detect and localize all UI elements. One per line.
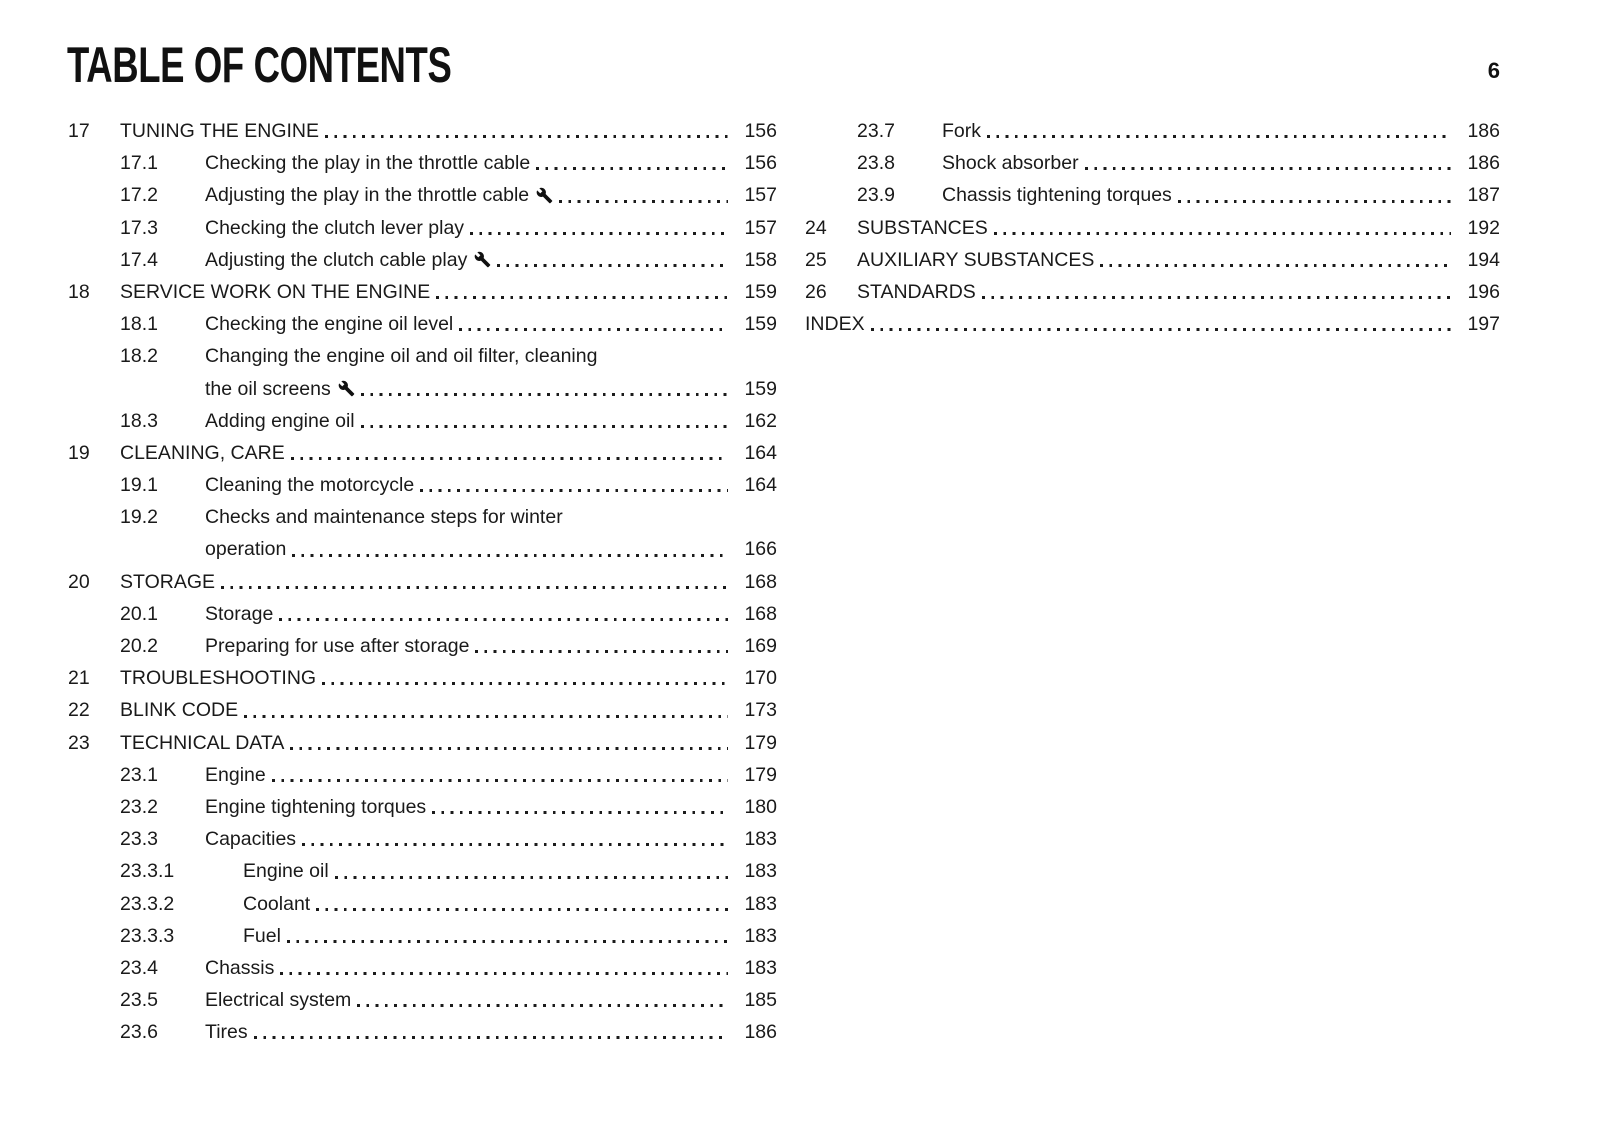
dot-leader xyxy=(289,727,729,759)
entry-title: Coolant xyxy=(243,892,311,915)
toc-column-left xyxy=(68,115,777,1048)
toc-entry xyxy=(68,920,777,952)
toc-entry xyxy=(68,791,777,823)
dot-leader xyxy=(321,662,729,694)
entry-number: 23.2 xyxy=(120,795,158,818)
toc-entry xyxy=(68,759,777,791)
toc-entry xyxy=(68,244,777,276)
toc-entry xyxy=(68,855,777,887)
dot-leader xyxy=(253,1016,729,1048)
toc-column-right xyxy=(805,115,1500,1048)
entry-title: STANDARDS xyxy=(857,280,976,303)
entry-number: 23.3.2 xyxy=(120,892,175,915)
entry-number: 23.3.1 xyxy=(120,860,175,883)
toc-entry xyxy=(68,630,777,662)
entry-number: 23.6 xyxy=(120,1021,158,1044)
toc-entry xyxy=(68,888,777,920)
entry-title: Adjusting the clutch cable play xyxy=(205,248,468,271)
dot-leader xyxy=(334,855,729,887)
entry-title: Capacities xyxy=(205,828,297,851)
entry-number: 25 xyxy=(805,248,827,271)
entry-page-number: 186 xyxy=(744,1021,777,1044)
entry-number: 19 xyxy=(68,441,90,464)
toc-entry xyxy=(805,276,1500,308)
entry-title: the oil screens xyxy=(205,377,331,400)
entry-number: 23.4 xyxy=(120,956,158,979)
entry-number: 23.3.3 xyxy=(120,924,175,947)
toc-entry xyxy=(805,212,1500,244)
entry-page-number: 159 xyxy=(744,377,777,400)
entry-page-number: 179 xyxy=(744,731,777,754)
dot-leader xyxy=(324,115,729,147)
dot-leader xyxy=(993,212,1452,244)
entry-title: Chassis tightening torques xyxy=(942,184,1172,207)
entry-number: 23.8 xyxy=(857,152,895,175)
entry-title: Electrical system xyxy=(205,989,352,1012)
entry-title: Engine tightening torques xyxy=(205,795,427,818)
entry-number: 17.2 xyxy=(120,184,158,207)
dot-leader xyxy=(271,759,729,791)
dot-leader xyxy=(301,823,729,855)
entry-title: Tires xyxy=(205,1021,248,1044)
page-title: TABLE OF CONTENTS xyxy=(67,37,452,93)
entry-number: 22 xyxy=(68,699,90,722)
entry-number: 18.3 xyxy=(120,409,158,432)
entry-page-number: 196 xyxy=(1467,280,1500,303)
entry-title: Checking the clutch lever play xyxy=(205,216,465,239)
entry-page-number: 170 xyxy=(744,667,777,690)
entry-title: BLINK CODE xyxy=(120,699,239,722)
toc-entry-continuation xyxy=(68,373,777,405)
entry-page-number: 187 xyxy=(1467,184,1500,207)
toc-entry xyxy=(68,662,777,694)
entry-title: Checking the engine oil level xyxy=(205,313,454,336)
entry-page-number: 169 xyxy=(744,635,777,657)
wrench-icon xyxy=(474,251,491,268)
entry-page-number: 164 xyxy=(744,441,777,464)
entry-title: INDEX xyxy=(805,313,865,336)
entry-page-number: 185 xyxy=(744,989,777,1012)
dot-leader xyxy=(290,437,729,469)
entry-page-number: 192 xyxy=(1467,216,1500,239)
entry-page-number: 179 xyxy=(744,763,777,786)
entry-page-number: 186 xyxy=(1467,120,1500,142)
entry-number: 23 xyxy=(68,731,90,754)
entry-page-number: 197 xyxy=(1467,313,1500,336)
toc-entry xyxy=(68,501,777,533)
toc-entry xyxy=(68,179,777,211)
toc-entry xyxy=(68,566,777,598)
entry-number: 20 xyxy=(68,570,90,593)
entry-page-number: 183 xyxy=(744,924,777,947)
entry-number: 21 xyxy=(68,667,90,690)
entry-title: Changing the engine oil and oil filter, cleaning xyxy=(205,345,598,368)
toc-entry xyxy=(68,469,777,501)
entry-number: 18 xyxy=(68,280,90,303)
entry-page-number: 173 xyxy=(744,699,777,722)
entry-page-number: 156 xyxy=(744,152,777,175)
toc-entry xyxy=(68,823,777,855)
entry-title: Shock absorber xyxy=(942,152,1079,175)
entry-number: 17 xyxy=(68,120,90,142)
dot-leader xyxy=(431,791,729,823)
entry-number: 18.2 xyxy=(120,345,158,368)
dot-leader xyxy=(496,244,729,276)
dot-leader xyxy=(419,469,729,501)
dot-leader xyxy=(315,888,729,920)
dot-leader xyxy=(279,952,729,984)
entry-page-number: 183 xyxy=(744,828,777,851)
dot-leader xyxy=(1177,179,1452,211)
toc-entry xyxy=(68,405,777,437)
toc-entry xyxy=(68,984,777,1016)
entry-page-number: 166 xyxy=(744,538,777,561)
entry-page-number: 183 xyxy=(744,892,777,915)
toc-entry xyxy=(68,598,777,630)
dot-leader xyxy=(870,308,1452,340)
entry-page-number: 156 xyxy=(744,120,777,142)
dot-leader xyxy=(981,276,1452,308)
toc-entry xyxy=(68,340,777,372)
dot-leader xyxy=(435,276,729,308)
dot-leader xyxy=(1099,244,1452,276)
entry-page-number: 164 xyxy=(744,474,777,497)
entry-number: 17.4 xyxy=(120,248,158,271)
entry-title: Checking the play in the throttle cable xyxy=(205,152,531,175)
dot-leader xyxy=(356,984,729,1016)
entry-page-number: 180 xyxy=(744,795,777,818)
entry-number: 17.3 xyxy=(120,216,158,239)
entry-number: 24 xyxy=(805,216,827,239)
entry-title: Cleaning the motorcycle xyxy=(205,474,415,497)
toc-entry xyxy=(68,1016,777,1048)
dot-leader xyxy=(558,179,729,211)
entry-title: SUBSTANCES xyxy=(857,216,988,239)
toc-entry xyxy=(68,694,777,726)
entry-page-number: 168 xyxy=(744,602,777,625)
entry-title: Fuel xyxy=(243,924,281,947)
dot-leader xyxy=(286,920,729,952)
toc-entry xyxy=(805,179,1500,211)
entry-number: 18.1 xyxy=(120,313,158,336)
entry-page-number: 168 xyxy=(744,570,777,593)
wrench-icon xyxy=(338,380,355,397)
entry-title: STORAGE xyxy=(120,570,215,593)
entry-page-number: 157 xyxy=(744,216,777,239)
entry-number: 23.5 xyxy=(120,989,158,1012)
toc-entry xyxy=(68,308,777,340)
entry-title: Adding engine oil xyxy=(205,409,355,432)
toc-columns xyxy=(68,115,1500,1048)
entry-title: SERVICE WORK ON THE ENGINE xyxy=(120,280,431,303)
entry-title: CLEANING, CARE xyxy=(120,441,285,464)
dot-leader xyxy=(278,598,729,630)
entry-page-number: 183 xyxy=(744,956,777,979)
entry-number: 20.1 xyxy=(120,602,158,625)
entry-title: Adjusting the play in the throttle cable xyxy=(205,184,530,207)
toc-entry xyxy=(805,308,1500,340)
toc-entry xyxy=(68,212,777,244)
toc-entry xyxy=(805,115,1500,147)
entry-number: 17.1 xyxy=(120,152,158,175)
toc-entry xyxy=(805,244,1500,276)
entry-page-number: 157 xyxy=(744,184,777,207)
toc-entry xyxy=(68,727,777,759)
entry-page-number: 183 xyxy=(744,860,777,883)
entry-title: AUXILIARY SUBSTANCES xyxy=(857,248,1095,271)
entry-title: Chassis xyxy=(205,956,275,979)
entry-title: operation xyxy=(205,538,287,561)
entry-page-number: 159 xyxy=(744,313,777,336)
dot-leader xyxy=(458,308,729,340)
entry-page-number: 158 xyxy=(744,248,777,271)
dot-leader xyxy=(220,566,729,598)
entry-page-number: 186 xyxy=(1467,152,1500,175)
dot-leader xyxy=(360,405,729,437)
entry-title: Storage xyxy=(205,602,274,625)
dot-leader xyxy=(360,373,729,405)
entry-page-number: 159 xyxy=(744,280,777,303)
entry-title: Preparing for use after storage xyxy=(205,635,470,657)
entry-title: TECHNICAL DATA xyxy=(120,731,285,754)
toc-entry xyxy=(68,952,777,984)
entry-page-number: 194 xyxy=(1467,248,1500,271)
toc-entry-continuation xyxy=(68,533,777,565)
dot-leader xyxy=(986,115,1452,147)
entry-title: Engine oil xyxy=(243,860,329,883)
toc-entry xyxy=(68,147,777,179)
entry-title: Engine xyxy=(205,763,266,786)
entry-number: 23.7 xyxy=(857,120,895,142)
entry-number: 23.3 xyxy=(120,828,158,851)
toc-entry xyxy=(68,276,777,308)
entry-number: 26 xyxy=(805,280,827,303)
dot-leader xyxy=(1084,147,1452,179)
toc-entry xyxy=(68,115,777,147)
entry-number: 19.2 xyxy=(120,506,158,529)
wrench-icon xyxy=(536,187,553,204)
entry-title: Checks and maintenance steps for winter xyxy=(205,506,563,529)
dot-leader xyxy=(469,212,729,244)
dot-leader xyxy=(474,630,729,662)
dot-leader xyxy=(243,694,729,726)
toc-entry xyxy=(805,147,1500,179)
entry-number: 23.1 xyxy=(120,763,158,786)
entry-number: 20.2 xyxy=(120,635,158,657)
dot-leader xyxy=(535,147,729,179)
dot-leader xyxy=(291,533,729,565)
page-number: 6 xyxy=(1487,58,1500,83)
entry-number: 23.9 xyxy=(857,184,895,207)
entry-title: TUNING THE ENGINE xyxy=(120,120,319,142)
entry-number: 19.1 xyxy=(120,474,158,497)
entry-page-number: 162 xyxy=(744,409,777,432)
entry-title: TROUBLESHOOTING xyxy=(120,667,317,690)
toc-entry xyxy=(68,437,777,469)
entry-title: Fork xyxy=(942,120,981,142)
